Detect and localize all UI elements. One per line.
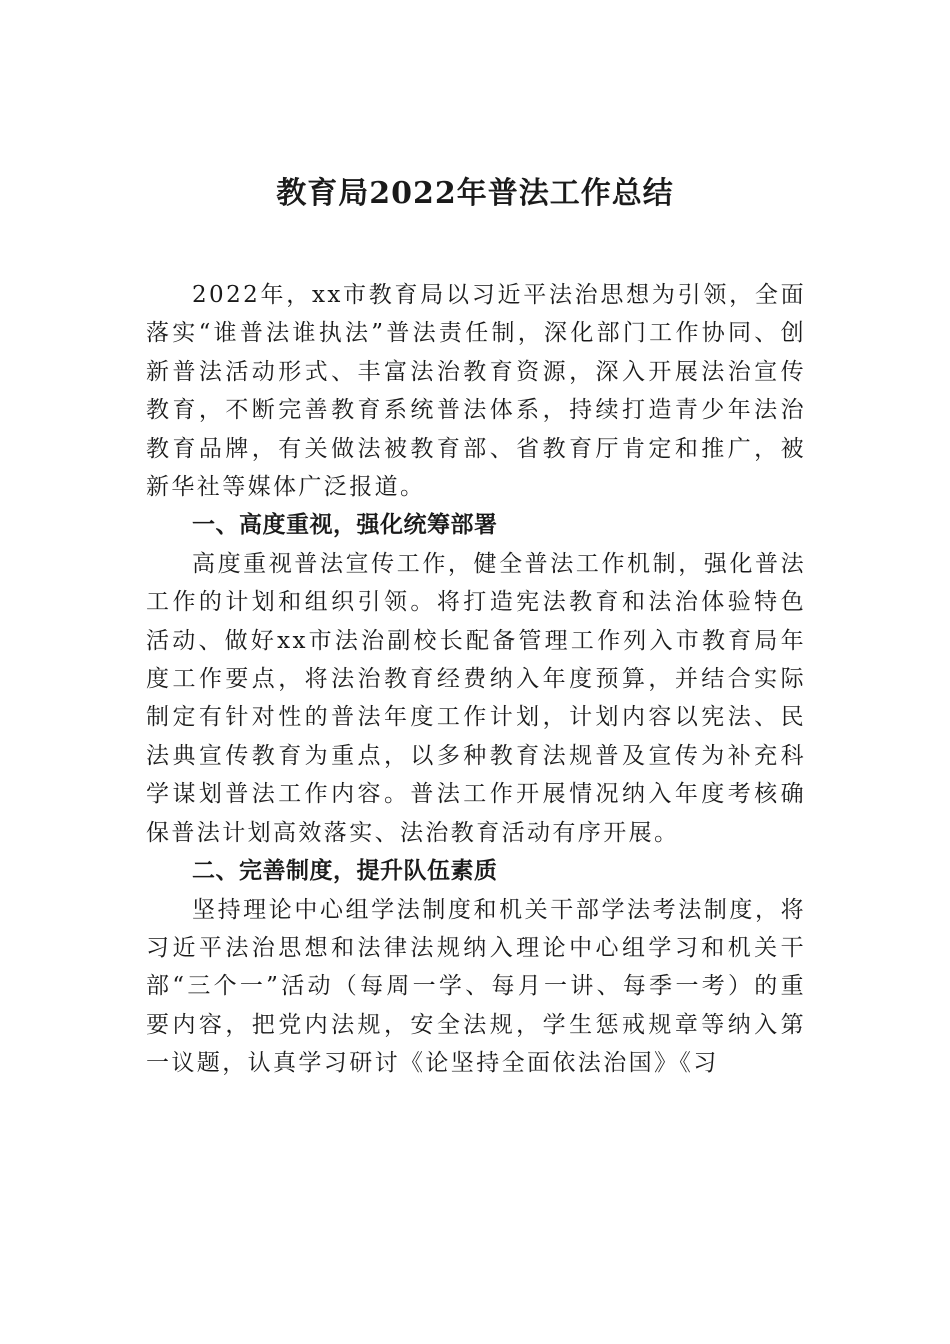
section-heading-2: 二、完善制度，提升队伍素质 [192,858,498,885]
document-title: 教育局2022年普法工作总结 [276,176,674,211]
paragraph-section-1: 高度重视普法宣传工作，健全普法工作机制，强化普法工作的计划和组织引领。将打造宪法教育和法治体验特色活动、做好xx市法治副校长配备管理工作列入市教育局年度工作要点，将法治教育经费纳入年度预算，并结合实际制定有针对性的普法年度工作计划，计划内容以宪法、民法典宣传教育为重点，以多种教育法规普及宣传为补充科学谋划普法工作内容。普法工作开展情况纳入年度考核确保普法计划高效落实、法治教育活动有序开展。 [146,550,806,846]
paragraph-section-2: 坚持理论中心组学法制度和机关干部学法考法制度，将习近平法治思想和法律法规纳入理论中心组学习和机关干部“三个一”活动（每周一学、每月一讲、每季一考）的重要内容，把党内法规，安全法规，学生惩戒规章等纳入第一议题，认真学习研讨《论坚持全面依法治国》《习 [146,896,806,1077]
section-heading-1: 一、高度重视，强化统筹部署 [192,512,498,539]
paragraph-intro: 2022年，xx市教育局以习近平法治思想为引领，全面落实“谁普法谁执法”普法责任制，深化部门工作协同、创新普法活动形式、丰富法治教育资源，深入开展法治宣传教育，不断完善教育系统普法体系，持续打造青少年法治教育品牌，有关做法被教育部、省教育厅肯定和推广，被新华社等媒体广泛报道。 [146,282,806,501]
document-body [146,276,806,1083]
